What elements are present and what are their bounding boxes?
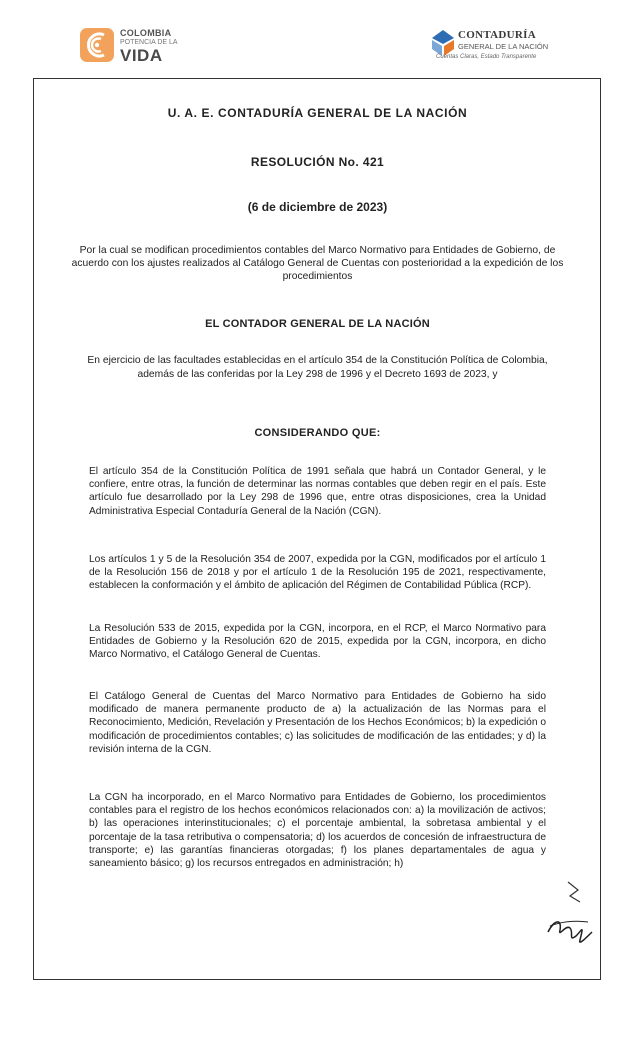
colombia-potencia-de-la-vida-logo [80, 26, 200, 66]
colombia-logo-icon [80, 28, 114, 62]
resolution-number: RESOLUCIÓN No. 421 [250, 155, 385, 169]
handwritten-signature [540, 880, 600, 950]
right-logo-line1: CONTADURÍA [458, 29, 536, 41]
left-logo-line2: POTENCIA DE LA [120, 39, 178, 46]
considering-paragraph: El artículo 354 de la Constitución Política de 1991 señala que habrá un Contador General, y le confiere, entre otras, la función de determinar las normas contables que deben regir en el país. Este artículo fue desarrollado por la Ley 298 de 1996 que, entre otras disposiciones, crea la Unidad Administrativa Especial Contaduría General de la Nación (CGN). [89, 466, 546, 517]
right-logo-line2: GENERAL DE LA NACIÓN [458, 42, 549, 51]
authority-heading: EL CONTADOR GENERAL DE LA NACIÓN [205, 318, 430, 330]
considering-paragraph: La Resolución 533 de 2015, expedida por la CGN, incorpora, en el RCP, el Marco Normativo para Entidades de Gobierno y la Resolución 620 de 2015, expedida por la CGN, incorpora, en dicho Marco Normativo, el Catálogo General de Cuentas. [89, 623, 546, 661]
resolution-summary: Por la cual se modifican procedimientos contables del Marco Normativo para Entidades de Gobierno, de acuerdo con los ajustes realizados al Catálogo General de Cuentas con posterioridad a la expedición de los procedimientos [71, 245, 564, 282]
institution-heading: U. A. E. CONTADURÍA GENERAL DE LA NACIÓN [167, 106, 468, 120]
left-logo-line3: VIDA [120, 46, 163, 65]
resolution-date: (6 de diciembre de 2023) [247, 200, 388, 214]
considering-paragraph: El Catálogo General de Cuentas del Marco Normativo para Entidades de Gobierno ha sido modificado de manera permanente producto de a) la actualización de las Normas para el Reconocimiento, Medición, Revelación y Presentación de los Hechos Económicos; b) la expedición o modificación de procedimientos contables; c) las solicitudes de modificación de las entidades; y d) la revisión interna de la CGN. [89, 691, 546, 755]
contaduria-logo-icon [432, 30, 454, 56]
considering-paragraph: La CGN ha incorporado, en el Marco Normativo para Entidades de Gobierno, los procedimientos contables para el registro de los hechos económicos relacionados con: a) la movilización de activos; b) las operaciones interinstitucionales; c) el porcentaje ambiental, la sobretasa ambiental y el porcentaje de la tasa retributiva o compensatoria; d) los acuerdos de concesión de infraestructura de transporte; e) las garantías financieras otorgadas; f) los planes departamentales de agua y saneamiento básico; g) los recursos entregados en administración; h) [89, 792, 546, 870]
contaduria-logo [432, 26, 562, 66]
right-logo-tagline: Cuentas Claras, Estado Transparente [436, 54, 537, 60]
considering-paragraph: Los artículos 1 y 5 de la Resolución 354 de 2007, expedida por la CGN, modificados por el artículo 1 de la Resolución 156 de 2018 y por el artículo 1 de la Resolución 195 de 2021, respectivamente, establecen la conformación y el ámbito de aplicación del Régimen de Contabilidad Pública (RCP). [89, 554, 546, 592]
considering-heading: CONSIDERANDO QUE: [254, 427, 381, 439]
faculties-paragraph: En ejercicio de las facultades establecidas en el artículo 354 de la Constitución Política de Colombia, además de las conferidas por la Ley 298 de 1996 y el Decreto 1693 de 2023, y [87, 355, 548, 380]
left-logo-line1: COLOMBIA [120, 28, 172, 38]
